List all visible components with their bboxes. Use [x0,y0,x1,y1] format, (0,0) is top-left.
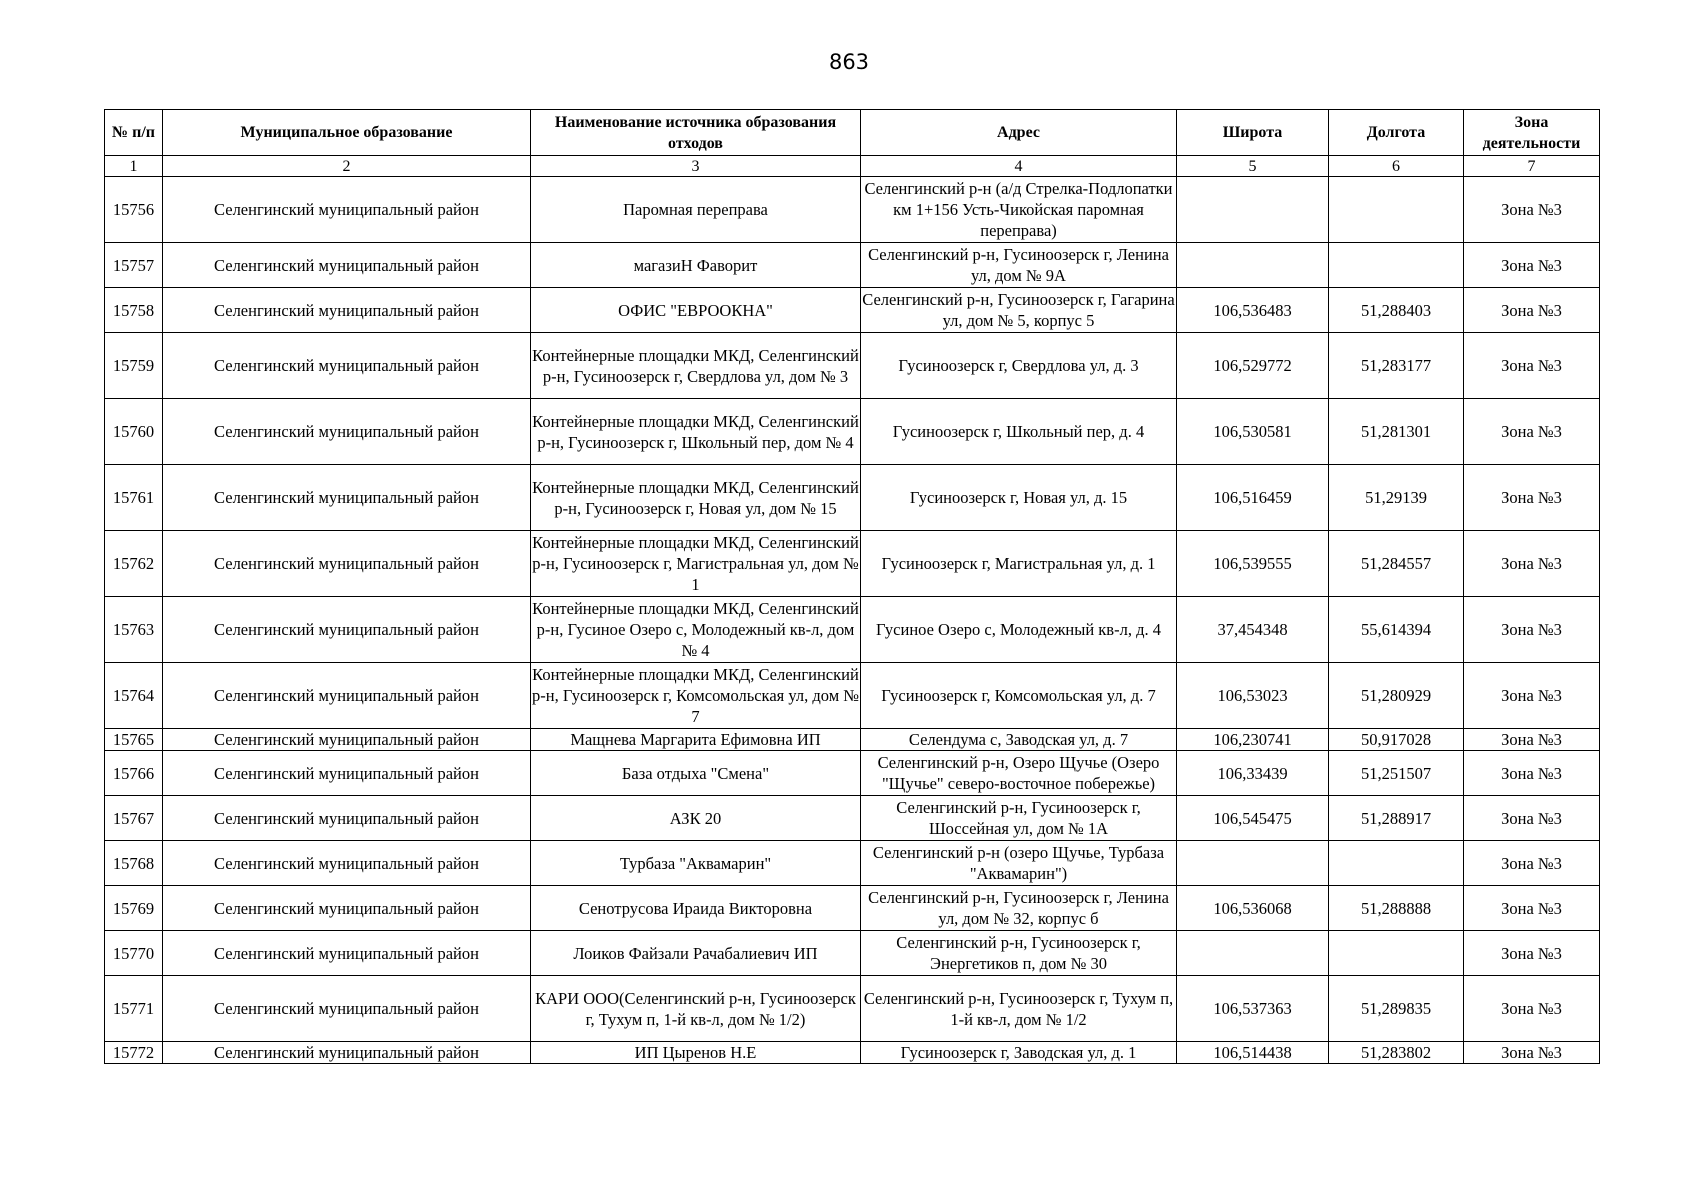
cell-latitude: 106,53023 [1177,663,1329,729]
cell-address: Селенгинский р-н (озеро Щучье, Турбаза "Аквамарин") [861,841,1177,886]
cell-municipality: Селенгинский муниципальный район [163,751,531,796]
cell-longitude: 51,284557 [1329,531,1464,597]
cell-municipality: Селенгинский муниципальный район [163,886,531,931]
table-row [105,288,1600,333]
cell-address: Гусиноозерск г, Магистральная ул, д. 1 [861,531,1177,597]
column-number: 6 [1329,156,1464,177]
table-row [105,796,1600,841]
cell-longitude [1329,841,1464,886]
cell-municipality: Селенгинский муниципальный район [163,177,531,243]
cell-source: Мащнева Маргарита Ефимовна ИП [531,729,861,751]
cell-latitude: 106,536068 [1177,886,1329,931]
cell-zone: Зона №3 [1464,288,1600,333]
cell-num: 15760 [105,399,163,465]
cell-zone: Зона №3 [1464,663,1600,729]
cell-municipality: Селенгинский муниципальный район [163,1042,531,1064]
cell-source: ОФИС "ЕВРООКНА" [531,288,861,333]
table-row [105,399,1600,465]
cell-longitude: 55,614394 [1329,597,1464,663]
cell-address: Селенгинский р-н, Гусиноозерск г, Энергетиков п, дом № 30 [861,931,1177,976]
cell-longitude: 51,251507 [1329,751,1464,796]
table-row [105,597,1600,663]
cell-address: Селенгинский р-н, Гусиноозерск г, Шоссейная ул, дом № 1А [861,796,1177,841]
cell-zone: Зона №3 [1464,751,1600,796]
cell-zone: Зона №3 [1464,531,1600,597]
cell-source: Турбаза "Аквамарин" [531,841,861,886]
column-number: 2 [163,156,531,177]
cell-zone: Зона №3 [1464,796,1600,841]
cell-latitude: 106,230741 [1177,729,1329,751]
column-number: 7 [1464,156,1600,177]
cell-source: Контейнерные площадки МКД, Селенгинский р-н, Гусиное Озеро с, Молодежный кв-л, дом № 4 [531,597,861,663]
cell-latitude: 106,545475 [1177,796,1329,841]
cell-zone: Зона №3 [1464,465,1600,531]
cell-latitude: 106,514438 [1177,1042,1329,1064]
header-source: Наименование источника образования отходов [531,110,861,156]
cell-address: Гусиноозерск г, Новая ул, д. 15 [861,465,1177,531]
cell-longitude: 50,917028 [1329,729,1464,751]
cell-latitude [1177,177,1329,243]
column-number: 3 [531,156,861,177]
cell-address: Гусиноозерск г, Свердлова ул, д. 3 [861,333,1177,399]
cell-address: Гусиное Озеро с, Молодежный кв-л, д. 4 [861,597,1177,663]
cell-address: Селендума с, Заводская ул, д. 7 [861,729,1177,751]
table-row [105,931,1600,976]
cell-source: Контейнерные площадки МКД, Селенгинский р-н, Гусиноозерск г, Магистральная ул, дом № 1 [531,531,861,597]
column-number-row [105,156,1600,177]
cell-municipality: Селенгинский муниципальный район [163,399,531,465]
cell-longitude [1329,243,1464,288]
cell-latitude: 106,539555 [1177,531,1329,597]
cell-longitude: 51,281301 [1329,399,1464,465]
table-row [105,1042,1600,1064]
cell-num: 15762 [105,531,163,597]
cell-longitude: 51,280929 [1329,663,1464,729]
cell-zone: Зона №3 [1464,177,1600,243]
header-latitude: Широта [1177,110,1329,156]
cell-num: 15761 [105,465,163,531]
cell-latitude: 106,537363 [1177,976,1329,1042]
cell-latitude [1177,243,1329,288]
table-row [105,465,1600,531]
cell-zone: Зона №3 [1464,931,1600,976]
cell-address: Селенгинский р-н, Гусиноозерск г, Ленина ул, дом № 32, корпус б [861,886,1177,931]
cell-municipality: Селенгинский муниципальный район [163,729,531,751]
column-number: 1 [105,156,163,177]
table-row [105,531,1600,597]
cell-source: Контейнерные площадки МКД, Селенгинский р-н, Гусиноозерск г, Школьный пер, дом № 4 [531,399,861,465]
table-row [105,243,1600,288]
cell-zone: Зона №3 [1464,976,1600,1042]
column-number: 4 [861,156,1177,177]
table-row [105,886,1600,931]
header-address: Адрес [861,110,1177,156]
cell-municipality: Селенгинский муниципальный район [163,465,531,531]
cell-source: Сенотрусова Ираида Викторовна [531,886,861,931]
cell-longitude: 51,29139 [1329,465,1464,531]
cell-zone: Зона №3 [1464,333,1600,399]
cell-source: магазиН Фаворит [531,243,861,288]
cell-longitude: 51,288403 [1329,288,1464,333]
cell-source: Контейнерные площадки МКД, Селенгинский р-н, Гусиноозерск г, Свердлова ул, дом № 3 [531,333,861,399]
cell-num: 15768 [105,841,163,886]
cell-municipality: Селенгинский муниципальный район [163,796,531,841]
cell-source: Паромная переправа [531,177,861,243]
cell-longitude [1329,177,1464,243]
cell-latitude: 106,33439 [1177,751,1329,796]
cell-num: 15756 [105,177,163,243]
cell-zone: Зона №3 [1464,243,1600,288]
table-row [105,663,1600,729]
cell-source: Лоиков Файзали Рачабалиевич ИП [531,931,861,976]
cell-longitude [1329,931,1464,976]
cell-address: Гусиноозерск г, Заводская ул, д. 1 [861,1042,1177,1064]
header-municipality: Муниципальное образование [163,110,531,156]
cell-num: 15772 [105,1042,163,1064]
cell-num: 15769 [105,886,163,931]
cell-municipality: Селенгинский муниципальный район [163,931,531,976]
cell-num: 15757 [105,243,163,288]
cell-latitude [1177,841,1329,886]
table-header-row [105,110,1600,156]
header-longitude: Долгота [1329,110,1464,156]
header-zone: Зона деятельности [1464,110,1600,156]
cell-latitude: 106,516459 [1177,465,1329,531]
cell-address: Гусиноозерск г, Комсомольская ул, д. 7 [861,663,1177,729]
cell-address: Селенгинский р-н, Гусиноозерск г, Гагарина ул, дом № 5, корпус 5 [861,288,1177,333]
cell-source: Контейнерные площадки МКД, Селенгинский р-н, Гусиноозерск г, Новая ул, дом № 15 [531,465,861,531]
cell-latitude: 106,530581 [1177,399,1329,465]
cell-zone: Зона №3 [1464,399,1600,465]
cell-source: АЗК 20 [531,796,861,841]
cell-num: 15771 [105,976,163,1042]
cell-longitude: 51,288917 [1329,796,1464,841]
cell-address: Селенгинский р-н, Гусиноозерск г, Ленина ул, дом № 9А [861,243,1177,288]
cell-num: 15766 [105,751,163,796]
table-row [105,333,1600,399]
cell-num: 15763 [105,597,163,663]
cell-latitude: 106,536483 [1177,288,1329,333]
column-number: 5 [1177,156,1329,177]
cell-zone: Зона №3 [1464,1042,1600,1064]
cell-source: КАРИ ООО(Селенгинский р-н, Гусиноозерск г, Тухум п, 1-й кв-л, дом № 1/2) [531,976,861,1042]
cell-zone: Зона №3 [1464,729,1600,751]
cell-municipality: Селенгинский муниципальный район [163,531,531,597]
cell-address: Гусиноозерск г, Школьный пер, д. 4 [861,399,1177,465]
cell-source: Контейнерные площадки МКД, Селенгинский р-н, Гусиноозерск г, Комсомольская ул, дом № 7 [531,663,861,729]
cell-municipality: Селенгинский муниципальный район [163,663,531,729]
cell-municipality: Селенгинский муниципальный район [163,976,531,1042]
table-row [105,177,1600,243]
cell-municipality: Селенгинский муниципальный район [163,288,531,333]
cell-latitude: 37,454348 [1177,597,1329,663]
cell-municipality: Селенгинский муниципальный район [163,841,531,886]
table-row [105,976,1600,1042]
cell-address: Селенгинский р-н, Озеро Щучье (Озеро "Щучье" северо-восточное побережье) [861,751,1177,796]
cell-address: Селенгинский р-н, Гусиноозерск г, Тухум п, 1-й кв-л, дом № 1/2 [861,976,1177,1042]
cell-zone: Зона №3 [1464,841,1600,886]
cell-num: 15764 [105,663,163,729]
cell-longitude: 51,283802 [1329,1042,1464,1064]
cell-longitude: 51,283177 [1329,333,1464,399]
cell-num: 15767 [105,796,163,841]
cell-num: 15765 [105,729,163,751]
header-num: № п/п [105,110,163,156]
cell-address: Селенгинский р-н (а/д Стрелка-Подлопатки км 1+156 Усть-Чикойская паромная переправа) [861,177,1177,243]
cell-zone: Зона №3 [1464,597,1600,663]
cell-latitude [1177,931,1329,976]
cell-source: ИП Цыренов Н.Е [531,1042,861,1064]
cell-latitude: 106,529772 [1177,333,1329,399]
table-row [105,751,1600,796]
cell-source: База отдыха "Смена" [531,751,861,796]
cell-municipality: Селенгинский муниципальный район [163,333,531,399]
cell-num: 15758 [105,288,163,333]
page-number: 863 [828,50,870,74]
cell-zone: Зона №3 [1464,886,1600,931]
cell-municipality: Селенгинский муниципальный район [163,243,531,288]
cell-num: 15759 [105,333,163,399]
table-row [105,729,1600,751]
cell-municipality: Селенгинский муниципальный район [163,597,531,663]
waste-sources-table [104,109,1600,1064]
cell-longitude: 51,289835 [1329,976,1464,1042]
cell-num: 15770 [105,931,163,976]
table-row [105,841,1600,886]
cell-longitude: 51,288888 [1329,886,1464,931]
